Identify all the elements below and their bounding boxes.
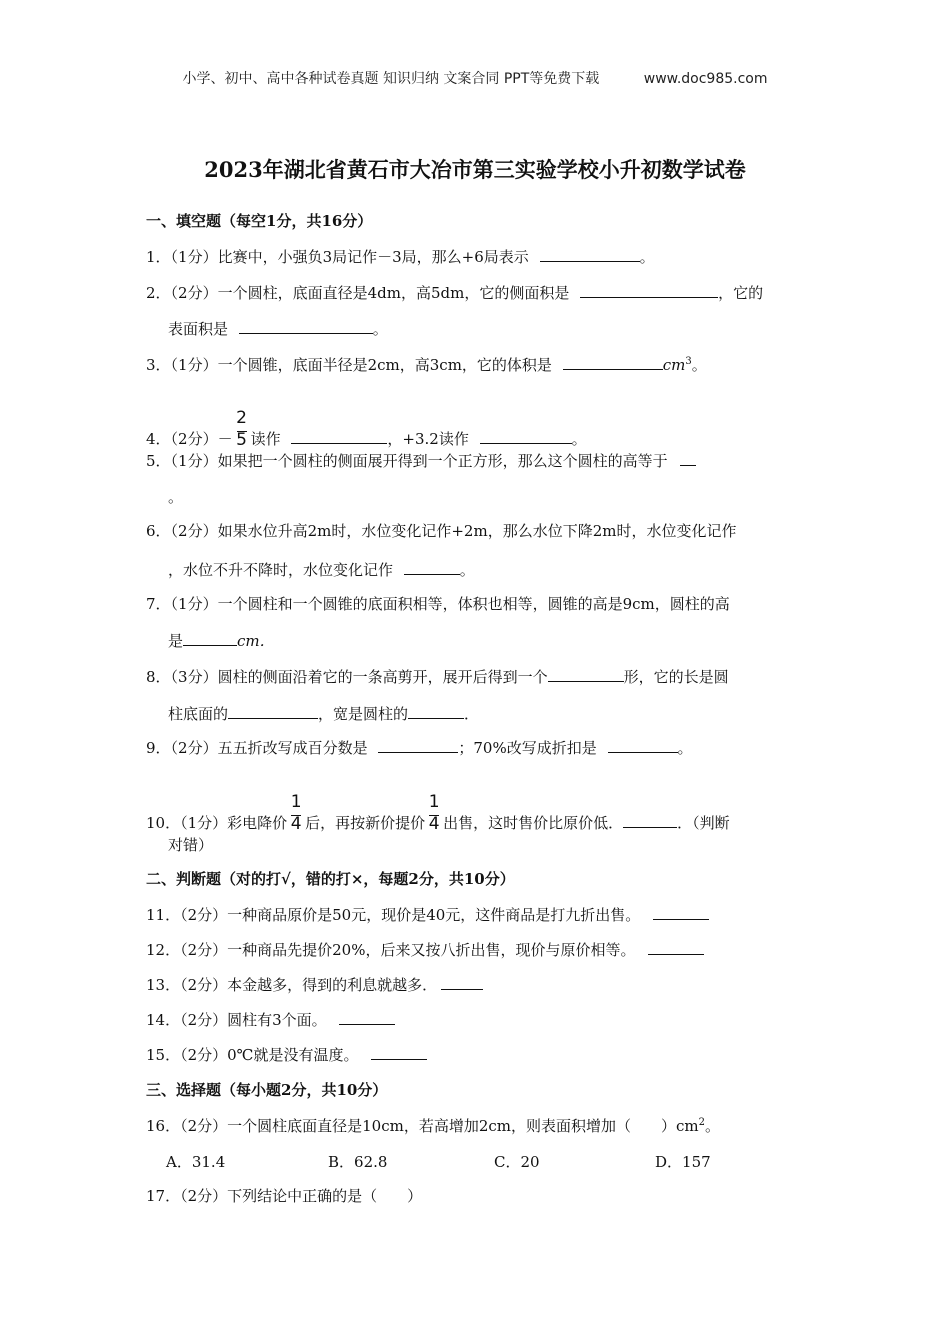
answer-blank[interactable] (408, 704, 464, 719)
question-6-line2: ，水位不升不降时，水位变化记作 。 (168, 561, 475, 579)
answer-blank[interactable] (371, 1045, 427, 1060)
answer-blank[interactable] (580, 283, 718, 298)
answer-blank[interactable] (378, 738, 458, 753)
question-13: 13．（2分）本金越多，得到的利息就越多． (146, 974, 483, 995)
question-7: 7．（1分）一个圆柱和一个圆锥的底面积相等，体积也相等，圆锥的高是9cm，圆柱的高 (146, 595, 730, 613)
question-14: 14．（2分）圆柱有3个面。 (146, 1009, 395, 1030)
question-8-line2: 柱底面的 ，宽是圆柱的 ． (168, 705, 480, 723)
question-4: 4．（2分）－ $\frac{2}{5}$ 读作 ，+3.2读作 。 (146, 408, 587, 450)
answer-blank[interactable] (239, 319, 373, 334)
question-12: 12．（2分）一种商品先提价20%，后来又按八折出售，现价与原价相等。 (146, 939, 704, 960)
question-8: 8．（3分）圆柱的侧面沿着它的一条高剪开，展开后得到一个 形，它的长是圆 (146, 668, 729, 686)
fraction-one-quarter: $\frac{1}{4}$ (428, 792, 440, 834)
question-10: 10．（1分）彩电降价 $\frac{1}{4}$ 后，再按新价提价 $\frac{1}{4}$ 出售，这时售价比原价低． ．（判断 (146, 792, 730, 834)
answer-blank[interactable] (441, 975, 483, 990)
answer-blank[interactable] (563, 355, 663, 370)
question-9: 9．（2分）五五折改写成百分数是 ；70%改写成折扣是 。 (146, 739, 693, 757)
question-1: 1．（1分）比赛中，小强负3局记作－3局，那么+6局表示 。 (146, 248, 655, 266)
question-6: 6．（2分）如果水位升高2m时，水位变化记作+2m，那么水位下降2m时，水位变化记作 (146, 522, 737, 540)
section-true-false: 二、判断题（对的打√，错的打×，每题2分，共10分） (146, 870, 515, 888)
header-url[interactable]: www.doc985.com (643, 71, 768, 87)
fraction-one-quarter: $\frac{1}{4}$ (290, 792, 302, 834)
page-title: 2023年湖北省黄石市大冶市第三实验学校小升初数学试卷 (204, 157, 746, 182)
answer-blank[interactable] (653, 905, 709, 920)
question-10-line2: 对错） (168, 836, 214, 854)
question-17: 17．（2分）下列结论中正确的是（ ） (146, 1187, 423, 1205)
answer-blank[interactable] (623, 813, 677, 828)
answer-blank[interactable] (680, 451, 696, 466)
option-d[interactable]: D．157 (655, 1153, 711, 1171)
section-fill-blank: 一、填空题（每空1分，共16分） (146, 212, 373, 230)
option-c[interactable]: C．20 (494, 1153, 540, 1171)
question-2: 2．（2分）一个圆柱，底面直径是4dm，高5dm，它的侧面积是 ，它的 (146, 284, 764, 302)
answer-blank[interactable] (648, 940, 704, 955)
answer-blank[interactable] (183, 631, 237, 646)
question-15: 15．（2分）0℃就是没有温度。 (146, 1044, 427, 1065)
answer-blank[interactable] (540, 247, 640, 262)
question-2-line2: 表面积是 。 (168, 320, 388, 338)
question-3: 3．（1分）一个圆锥，底面半径是2cm，高3cm，它的体积是 $cm^3$。 (146, 356, 707, 374)
question-5: 5．（1分）如果把一个圆柱的侧面展开得到一个正方形，那么这个圆柱的高等于 (146, 450, 696, 471)
option-b[interactable]: B．62.8 (328, 1153, 388, 1171)
question-5-line2: 。 (168, 488, 184, 506)
header-text: 小学、初中、高中各种试卷真题 知识归纳 文案合同 PPT等免费下载 (182, 71, 600, 87)
answer-blank[interactable] (228, 704, 318, 719)
answer-blank[interactable] (291, 429, 387, 444)
page-header (0, 68, 950, 88)
answer-blank[interactable] (480, 429, 572, 444)
question-11: 11．（2分）一种商品原价是50元，现价是40元，这件商品是打九折出售。 (146, 904, 709, 925)
section-multiple-choice: 三、选择题（每小题2分，共10分） (146, 1081, 388, 1099)
fraction-two-fifths: $\frac{2}{5}$ (236, 408, 247, 450)
answer-blank[interactable] (404, 560, 460, 575)
option-a[interactable]: A．31.4 (166, 1153, 226, 1171)
answer-blank[interactable] (339, 1010, 395, 1025)
question-7-line2: 是 cm． (168, 632, 275, 650)
answer-blank[interactable] (548, 667, 624, 682)
answer-blank[interactable] (608, 738, 678, 753)
question-16: 16．（2分）一个圆柱底面直径是10cm，若高增加2cm，则表面积增加（ ）$cm^2$。 (146, 1117, 721, 1135)
